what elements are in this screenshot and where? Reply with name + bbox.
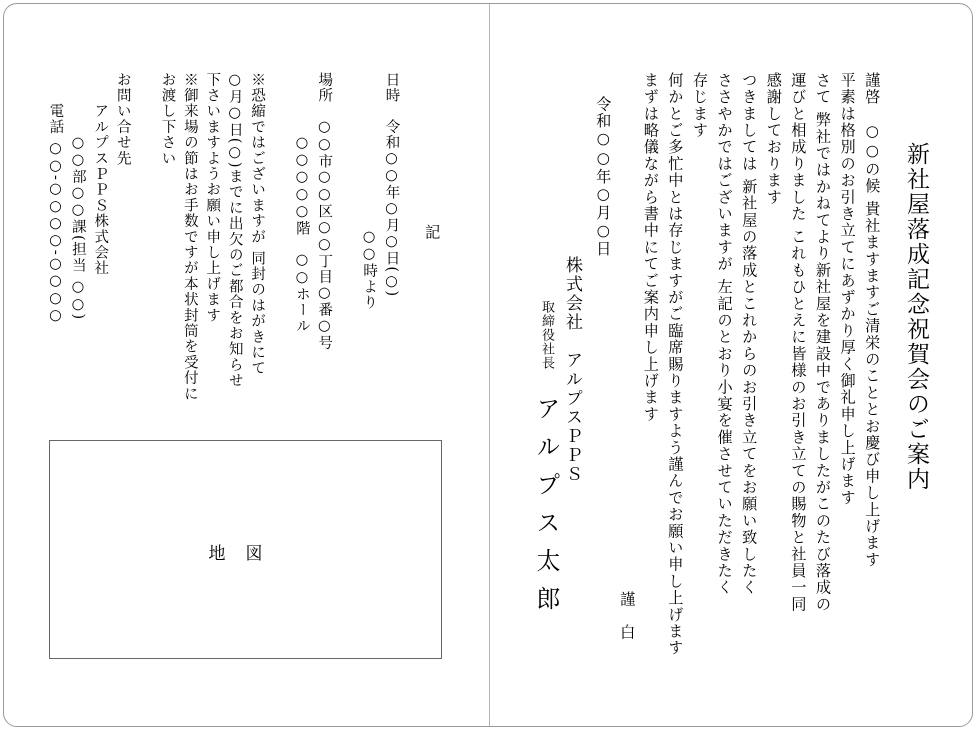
- body-line: 謹啓 ○○の候 貴社ますますご清栄のこととお慶び申し上げます: [863, 72, 882, 569]
- map-label: 地図: [208, 544, 283, 564]
- sender-company: 株式会社 アルプスＰＰＳ: [562, 256, 582, 484]
- detail-line: ○○○○○階 ○○ホール: [293, 72, 310, 334]
- detail-line: お問い合せ先: [114, 72, 131, 167]
- detail-line: 場所 ○○市○○区○○丁目○番○号: [316, 72, 333, 351]
- body-line: 運びと相成りました これもひとえに皆様のお引き立ての賜物と社員一同: [789, 72, 808, 613]
- detail-line: ○○部○○課(担当 ○○): [69, 72, 86, 321]
- sender-title: 取締役社長: [539, 300, 554, 370]
- body-line: まずは略儀ながら書中にてご案内申し上げます: [641, 72, 660, 423]
- detail-line: アルプスＰＰＳ株式会社: [92, 72, 109, 277]
- detail-line: 電話 ○○-○○○○-○○○○: [47, 72, 64, 325]
- body-line: 平素は格別のお引き立てにあずかり厚く御礼申し上げます: [838, 72, 857, 507]
- closing-haku: 白: [618, 624, 637, 641]
- detail-line: お渡し下さい: [159, 72, 176, 167]
- map-placeholder: [49, 440, 442, 659]
- body-line: 感謝しております: [764, 72, 783, 206]
- letter-date: 令和○○年○月○日: [594, 96, 613, 258]
- detail-line: 日時 令和○○年○月○日(○): [383, 72, 400, 298]
- center-fold: [489, 4, 490, 726]
- body-line: 何かとご多忙中とは存じますがご臨席賜りますよう謹んでお願い申し上げます: [666, 72, 685, 657]
- ki-heading: 記: [423, 224, 442, 241]
- body-line: さて 弊社ではかねてより新社屋を建設中でありましたがこのたび落成の: [814, 72, 832, 613]
- detail-line: ○月○日(○)までに出欠のご都合をお知らせ: [226, 72, 243, 389]
- invitation-title: 新社屋落成記念祝賀会のご案内: [903, 142, 929, 492]
- sender-name: アルプス太郎: [532, 396, 560, 624]
- body-line: ささやかではございますが 左記のとおり小宴を催させていただきたく: [715, 72, 734, 597]
- closing-kin: 謹: [618, 591, 637, 608]
- detail-line: 下さいますようお願い申し上げます: [204, 72, 221, 324]
- detail-line: ※恐縮ではございますが 同封のはがきにて: [249, 72, 266, 377]
- detail-line: ○○時より: [361, 72, 378, 311]
- detail-line: ※御来場の節はお手数ですが本状封筒を受付に: [181, 72, 198, 402]
- body-line: 存じます: [691, 72, 709, 139]
- body-line: つきましては 新社屋の落成とこれからのお引き立てをお願い致したく: [740, 72, 759, 597]
